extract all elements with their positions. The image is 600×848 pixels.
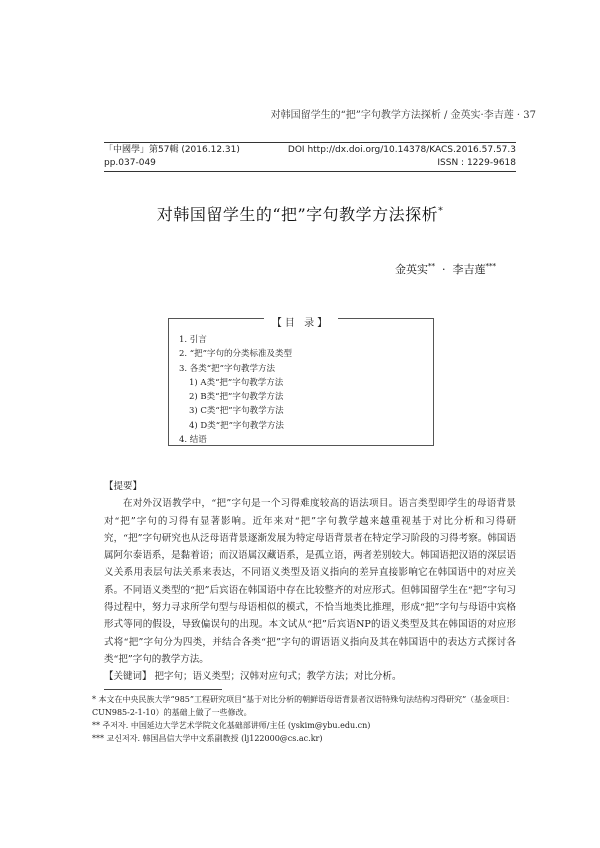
page-range: pp.037-049: [104, 158, 156, 168]
abstract: [104, 478, 516, 686]
keywords: 【关键词】 把字句；语义类型；汉韩对应句式；教学方法；对比分析。: [104, 671, 402, 683]
toc-subitem: 4) D类“把”字句教学方法: [189, 420, 284, 431]
toc-subitem: 3) C类“把”字句教学方法: [189, 406, 284, 417]
footnotes: [92, 693, 516, 745]
journal-issue: 「中國學」第57輯 (2016.12.31): [104, 145, 240, 155]
footnote-funding: * 本文在中央民族大学“985”工程研究项目“基于对比分析的朝鲜语母语背景者汉语特殊句法结构习得研究”（基金项目：CUN985-2-1-10）的基础上做了一些修改。: [92, 695, 515, 717]
author-separator: ·: [442, 263, 446, 276]
paper-title: [0, 202, 600, 225]
abstract-body: 在对外汉语教学中，“把”字句是一个习得难度较高的语法项目。语言类型即学生的母语背景对“把”字句的习得有显著影响。近年来对“把”字句教学越来越重视基于对比分析和习得研究，“把”字句研究也从泛母语背景逐渐发展为特定母语背景者在特定学习阶段的习得考察。韩国语属阿尔泰语系，是黏着语；而汉语属汉藏语系，是孤立语，两者差别较大。韩国语把汉语的深层语义关系用表层句法关系来表达，不同语义类型及语义指向的差异直接影响它在韩国语中的对应关系。不同语义类型的“把”后宾语在韩国语中存在比较整齐的对应形式。但韩国留学生在“把”字句习得过程中，努力寻求所学句型与母语相似的模式，不恰当地类比推理，形成“把”字句与母语中宾格形式等同的假设，导致偏误句的出现。本文试从“把”后宾语NP的语义类型及其在韩国语的对应形式将“把”字句分为四类，并结合各类“把”字句的谓语语义指向及其在韩国语中的表达方式探讨各类“把”字句的教学方法。: [104, 498, 516, 665]
author-2: 李吉莲: [452, 263, 486, 276]
footnote-divider: [104, 689, 222, 690]
toc-item: 4. 结语: [179, 435, 207, 446]
author-line: [395, 261, 496, 277]
abstract-heading: 【提要】: [104, 481, 143, 492]
author-1: 金英实: [395, 263, 428, 276]
paper-title-text: 对韩国留学生的“把”字句教学方法探析: [156, 205, 439, 224]
toc-list: [179, 333, 292, 447]
issn: ISSN : 1229-9618: [437, 158, 516, 168]
toc-heading-wrap: [169, 311, 433, 330]
footnote-author-2: *** 교신저자. 韩国昌信大学中文系副教授 (lj122000@cs.ac.kr): [92, 734, 323, 743]
running-head: 对韩国留学生的“把”字句教学方法探析 / 金英实·李吉莲 · 37: [270, 110, 536, 121]
toc-item: 1. 引言: [179, 335, 207, 345]
title-footnote-mark: *: [438, 206, 444, 217]
toc-item: 3. 各类“把”字句教学方法: [179, 363, 276, 374]
footnote-author-1: ** 주저자. 中国延边大学艺术学院文化基础部讲师/主任 (yskim@ybu.edu.cn): [92, 721, 371, 730]
author-2-mark: ***: [485, 262, 496, 271]
journal-info: [104, 142, 516, 172]
toc-item: 2. “把”字句的分类标准及类型: [179, 349, 293, 360]
toc-subitem: 1) A类“把”字句教学方法: [189, 377, 284, 388]
toc-subitem: 2) B类“把”字句教学方法: [189, 392, 284, 403]
toc-heading: 【目 录】: [264, 318, 338, 329]
table-of-contents: [168, 318, 434, 446]
doi-link[interactable]: DOI http://dx.doi.org/10.14378/KACS.2016.57.57.3: [287, 145, 516, 155]
author-1-mark: **: [428, 262, 435, 271]
